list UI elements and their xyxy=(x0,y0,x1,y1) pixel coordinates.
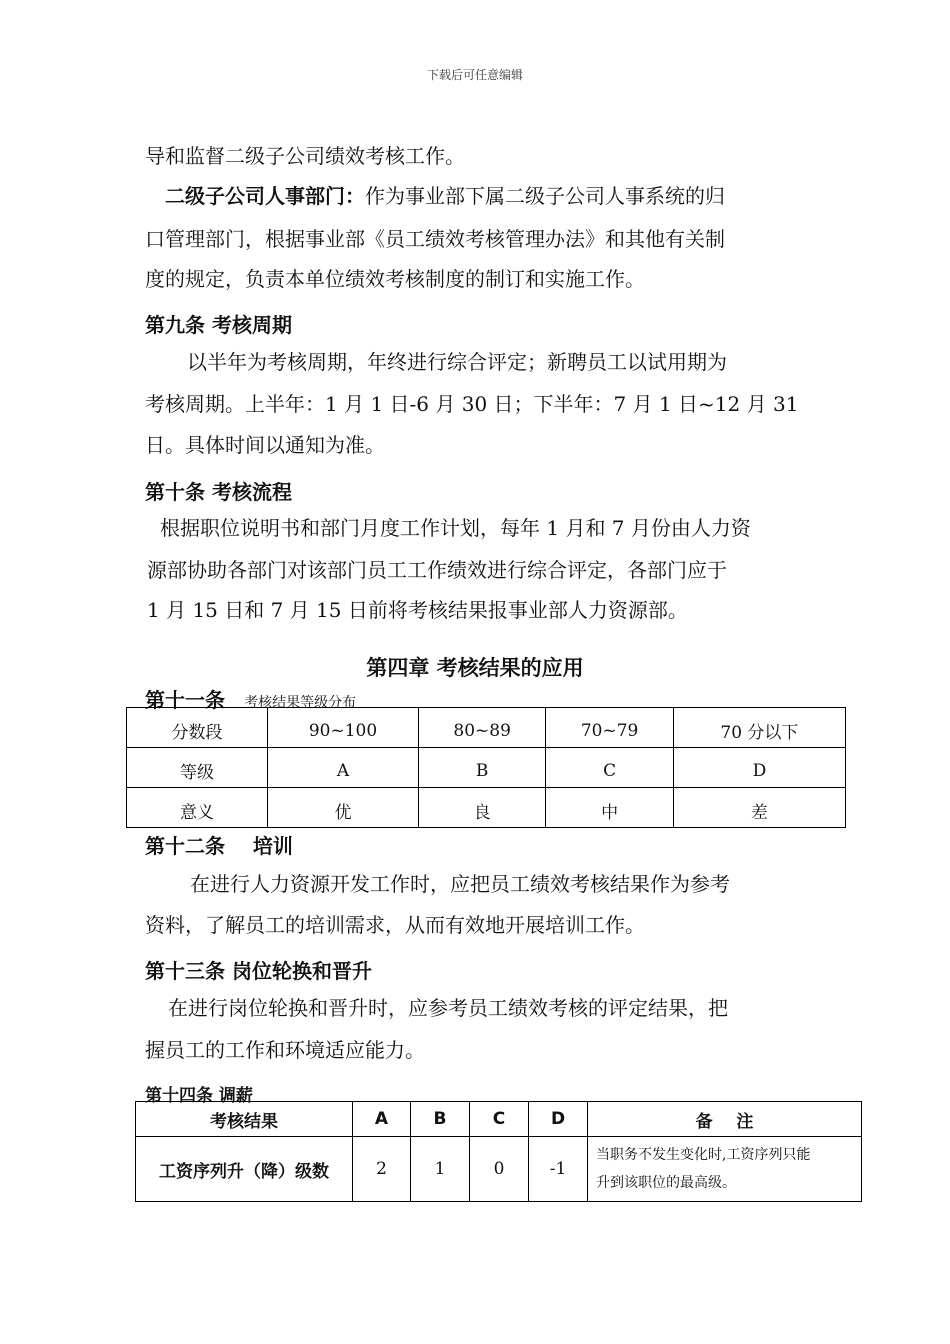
header-cell: B xyxy=(411,1102,470,1137)
table-cell: 意义 xyxy=(127,788,268,828)
table-cell: A xyxy=(268,748,419,788)
chapter-4-title: 第四章 考核结果的应用 xyxy=(366,656,584,680)
article9-title: 第九条 考核周期 xyxy=(145,313,292,337)
table-cell: 90~100 xyxy=(268,708,419,748)
header-cell: 考核结果 xyxy=(136,1102,353,1137)
table-cell: B xyxy=(418,748,545,788)
subsidiary-text: 作为事业部下属二级子公司人事系统的归 xyxy=(365,184,725,208)
article13-line1: 在进行岗位轮换和晋升时，应参考员工绩效考核的评定结果，把 xyxy=(168,996,728,1020)
header-cell: 备 注 xyxy=(588,1102,862,1137)
article14-title: 第十四条 调薪 xyxy=(145,1086,253,1106)
note-cell xyxy=(588,1137,862,1202)
subsidiary-label: 二级子公司人事部门： xyxy=(165,184,365,208)
table-cell: 2 xyxy=(353,1137,411,1202)
table-cell: 70 分以下 xyxy=(673,708,845,748)
table-header-row xyxy=(136,1102,862,1137)
table-cell: 80~89 xyxy=(418,708,545,748)
table-cell: 0 xyxy=(470,1137,529,1202)
article12-title: 第十二条 培训 xyxy=(145,834,293,858)
table-cell: -1 xyxy=(529,1137,588,1202)
article9-line1: 以半年为考核周期，年终进行综合评定；新聘员工以试用期为 xyxy=(187,350,727,374)
table-cell: 差 xyxy=(673,788,845,828)
article10-line3: 1 月 15 日和 7 月 15 日前将考核结果报事业部人力资源部。 xyxy=(147,598,688,622)
article10-line2: 源部协助各部门对该部门员工工作绩效进行综合评定，各部门应于 xyxy=(147,558,727,582)
article11-title: 第十一条 xyxy=(145,688,225,712)
table-cell: 等级 xyxy=(127,748,268,788)
header-cell: A xyxy=(353,1102,411,1137)
row-label: 工资序列升（降）级数 xyxy=(136,1137,353,1202)
table-row xyxy=(127,708,846,748)
article12-line1: 在进行人力资源开发工作时，应把员工绩效考核结果作为参考 xyxy=(190,872,730,896)
subsidiary-line3: 度的规定，负责本单位绩效考核制度的制订和实施工作。 xyxy=(145,267,645,291)
table-row xyxy=(136,1137,862,1202)
table-cell: 1 xyxy=(411,1137,470,1202)
article12-line2: 资料，了解员工的培训需求，从而有效地开展培训工作。 xyxy=(145,913,645,937)
salary-adjustment-table xyxy=(135,1101,862,1202)
table-cell: 70~79 xyxy=(546,708,673,748)
subsidiary-paragraph-line1 xyxy=(165,184,725,208)
article10-title: 第十条 考核流程 xyxy=(145,480,292,504)
intro-line: 导和监督二级子公司绩效考核工作。 xyxy=(145,144,465,168)
table-cell: D xyxy=(673,748,845,788)
article9-line2: 考核周期。上半年：1 月 1 日-6 月 30 日；下半年：7 月 1 日~12 月 31 xyxy=(145,392,799,416)
note-line: 当职务不发生变化时,工资序列只能 xyxy=(596,1147,811,1163)
note-line: 升到该职位的最高级。 xyxy=(596,1175,736,1191)
article13-title: 第十三条 岗位轮换和晋升 xyxy=(145,959,372,983)
article10-line1: 根据职位说明书和部门月度工作计划，每年 1 月和 7 月份由人力资 xyxy=(160,516,751,540)
table-cell: 中 xyxy=(546,788,673,828)
header-cell: D xyxy=(529,1102,588,1137)
subsidiary-line2: 口管理部门，根据事业部《员工绩效考核管理办法》和其他有关制 xyxy=(145,227,725,251)
article9-line3: 日。具体时间以通知为准。 xyxy=(145,433,385,457)
grade-distribution-table xyxy=(126,707,846,828)
article11-caption: 考核结果等级分布 xyxy=(244,695,357,711)
table-cell: C xyxy=(546,748,673,788)
table-cell: 良 xyxy=(418,788,545,828)
header-cell: C xyxy=(470,1102,529,1137)
table-row xyxy=(127,788,846,828)
table-cell: 优 xyxy=(268,788,419,828)
article13-line2: 握员工的工作和环境适应能力。 xyxy=(145,1038,425,1062)
table-cell: 分数段 xyxy=(127,708,268,748)
header-note: 下载后可任意编辑 xyxy=(426,68,523,82)
table-row xyxy=(127,748,846,788)
